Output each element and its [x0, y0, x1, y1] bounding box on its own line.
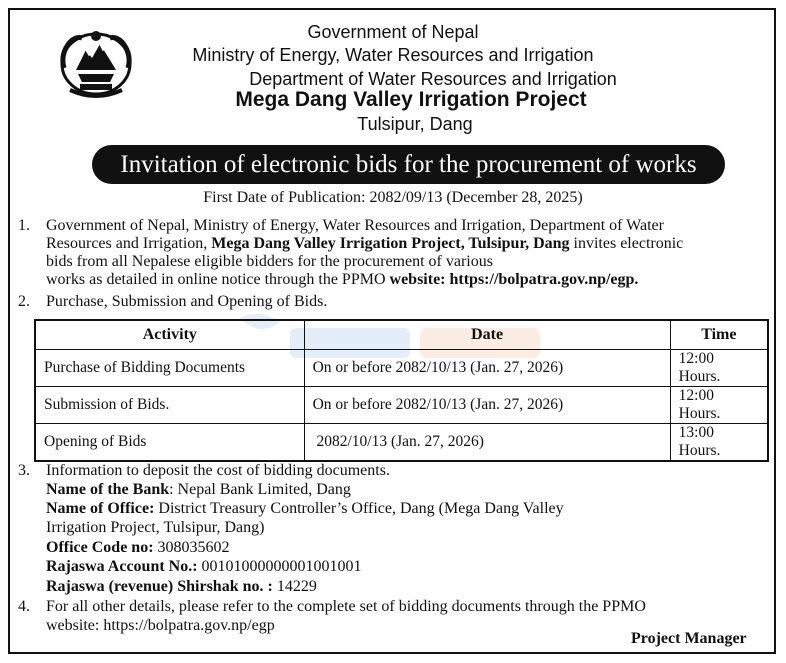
table-row — [35, 350, 768, 387]
govt-title: Government of Nepal — [307, 22, 479, 42]
time-cell: 12:00 Hours. — [670, 387, 768, 424]
bank-name: Name of the Bank: Nepal Bank Limited, Dang — [46, 481, 351, 498]
time-cell: 13:00 Hours. — [670, 424, 768, 462]
item-4-number: 4. — [18, 598, 30, 615]
item-1-line-4: works as detailed in online notice through the PPMO website: https://bolpatra.gov.np/egp. — [46, 271, 639, 288]
table-row — [35, 424, 768, 462]
item-3-intro: Information to deposit the cost of bidding documents. — [46, 462, 390, 479]
table-row — [35, 387, 768, 424]
office-name-cont: Irrigation Project, Tulsipur, Dang) — [46, 519, 265, 536]
date-cell: 2082/10/13 (Jan. 27, 2026) — [304, 424, 670, 462]
item-1-number: 1. — [18, 217, 30, 234]
signature-project-manager: Project Manager — [631, 630, 747, 647]
account-number: Rajaswa Account No.: 00101000000001001001 — [46, 558, 362, 575]
column-header-date: Date — [304, 320, 670, 350]
notice-banner: Invitation of electronic bids for the procurement of works — [92, 145, 725, 184]
item-3-number: 3. — [18, 462, 30, 479]
date-cell: On or before 2082/10/13 (Jan. 27, 2026) — [304, 350, 670, 387]
column-header-time: Time — [670, 320, 768, 350]
project-location: Tulsipur, Dang — [357, 114, 473, 134]
item-1-line-1: Government of Nepal, Ministry of Energy, Water Resources and Irrigation, Department of Water — [46, 217, 664, 234]
activity-cell: Opening of Bids — [35, 424, 304, 462]
item-2-text: Purchase, Submission and Opening of Bids. — [46, 293, 328, 310]
department-title: Department of Water Resources and Irrigation — [249, 69, 617, 89]
publication-date: First Date of Publication: 2082/09/13 (December 28, 2025) — [203, 189, 583, 206]
item-1-line-3: bids from all Nepalese eligible bidders for the procurement of various — [46, 253, 493, 270]
ppmo-website-link[interactable]: website: https://bolpatra.gov.np/egp. — [389, 271, 639, 288]
bid-schedule-table — [34, 319, 769, 462]
office-code: Office Code no: 308035602 — [46, 539, 230, 556]
date-cell: On or before 2082/10/13 (Jan. 27, 2026) — [304, 387, 670, 424]
office-name: Name of Office: District Treasury Controller’s Office, Dang (Mega Dang Valley — [46, 500, 564, 517]
time-cell: 12:00 Hours. — [670, 350, 768, 387]
shirshak-number: Rajaswa (revenue) Shirshak no. : 14229 — [46, 578, 317, 595]
item-4-line-2: website: https://bolpatra.gov.np/egp — [46, 617, 275, 634]
activity-cell: Submission of Bids. — [35, 387, 304, 424]
project-title: Mega Dang Valley Irrigation Project — [235, 88, 587, 111]
activity-cell: Purchase of Bidding Documents — [35, 350, 304, 387]
table-header-row — [35, 320, 768, 350]
item-1-line-2: Resources and Irrigation, Mega Dang Valley Irrigation Project, Tulsipur, Dang invites electronic — [46, 235, 684, 252]
item-4-line-1: For all other details, please refer to the complete set of bidding documents through the PPMO — [46, 598, 646, 615]
ministry-title: Ministry of Energy, Water Resources and Irrigation — [192, 45, 594, 65]
item-2-number: 2. — [18, 293, 30, 310]
column-header-activity: Activity — [35, 320, 304, 350]
